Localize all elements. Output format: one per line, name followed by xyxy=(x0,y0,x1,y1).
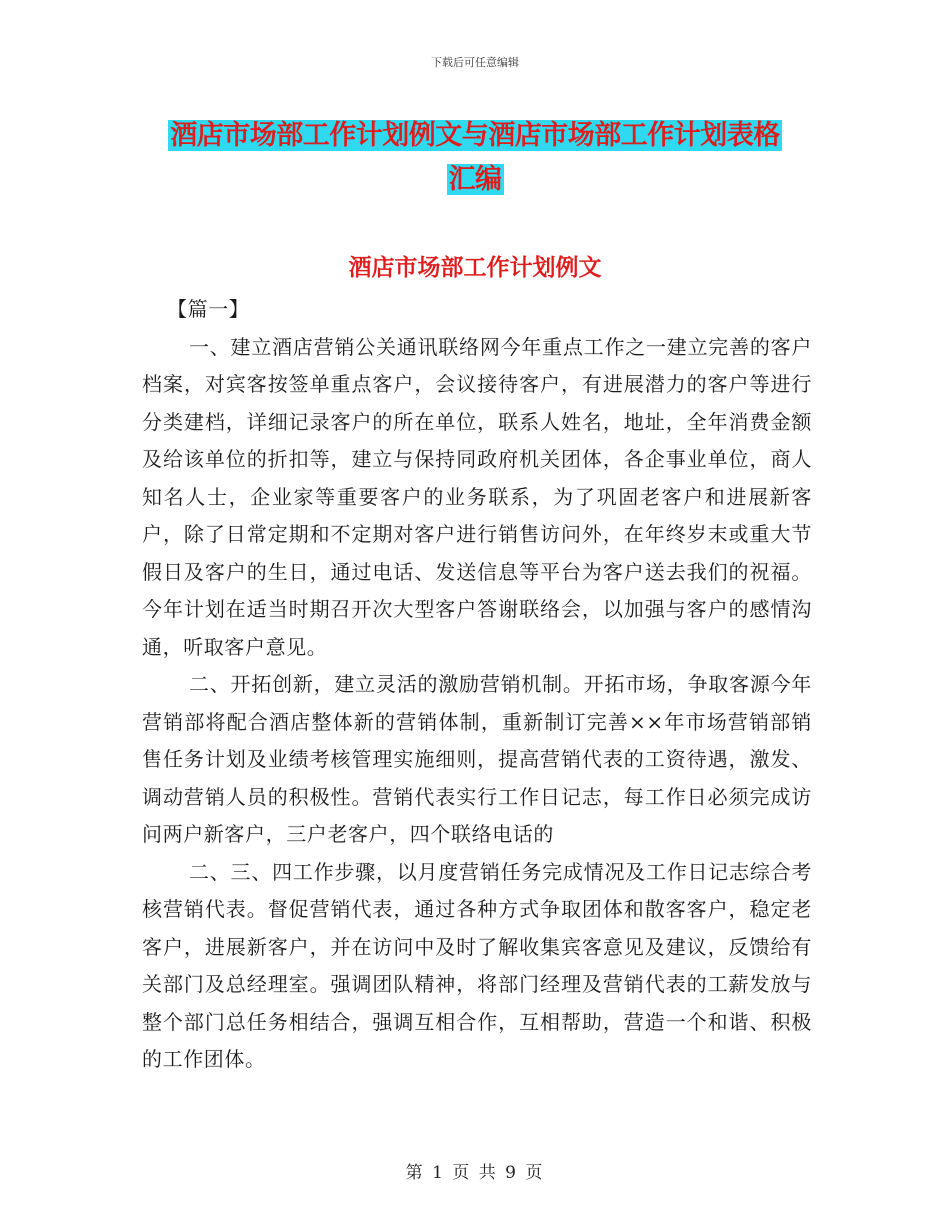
document-title-highlight-2: 汇编 xyxy=(448,164,502,195)
paragraph-2: 二、开拓创新，建立灵活的激励营销机制。开拓市场，争取客源今年营销部将配合酒店整体新的营销体制，重新制订完善××年市场营销部销售任务计划及业绩考核管理实施细则，提高营销代表的工资待遇，激发、调动营销人员的积极性。营销代表实行工作日记志，每工作日必须完成访问两户新客户，三户老客户，四个联络电话的 xyxy=(142,672,812,846)
section-title: 酒店市场部工作计划例文 xyxy=(348,255,602,281)
document-title-line-2 xyxy=(140,157,810,196)
page-footer: 第 1 页 共 9 页 xyxy=(405,1163,545,1183)
paragraph-3: 二、三、四工作步骤，以月度营销任务完成情况及工作日记志综合考核营销代表。督促营销代表，通过各种方式争取团体和散客客户，稳定老客户，进展新客户，并在访问中及时了解收集宾客意见及建议，反馈给有关部门及总经理室。强调团队精神，将部门经理及营销代表的工薪发放与整个部门总任务相结合，强调互相合作，互相帮助，营造一个和谐、积极的工作团体。 xyxy=(142,859,812,1071)
article-body xyxy=(142,291,812,1079)
document-title-highlight-1: 酒店市场部工作计划例文与酒店市场部工作计划表格 xyxy=(170,120,780,151)
header-note: 下载后可任意编辑 xyxy=(431,56,519,69)
paragraph-1: 一、建立酒店营销公关通讯联络网今年重点工作之一建立完善的客户档案，对宾客按签单重点客户，会议接待客户，有进展潜力的客户等进行分类建档，详细记录客户的所在单位，联系人姓名，地址，全年消费金额及给该单位的折扣等，建立与保持同政府机关团体，各企事业单位，商人知名人士，企业家等重要客户的业务联系，为了巩固老客户和进展新客户，除了日常定期和不定期对客户进行销售访问外，在年终岁末或重大节假日及客户的生日，通过电话、发送信息等平台为客户送去我们的祝福。今年计划在适当时期召开次大型客户答谢联络会，以加强与客户的感情沟通，听取客户意见。 xyxy=(142,334,812,659)
document-title-line-1 xyxy=(140,113,810,152)
part-label: 【篇一】 xyxy=(167,297,250,321)
